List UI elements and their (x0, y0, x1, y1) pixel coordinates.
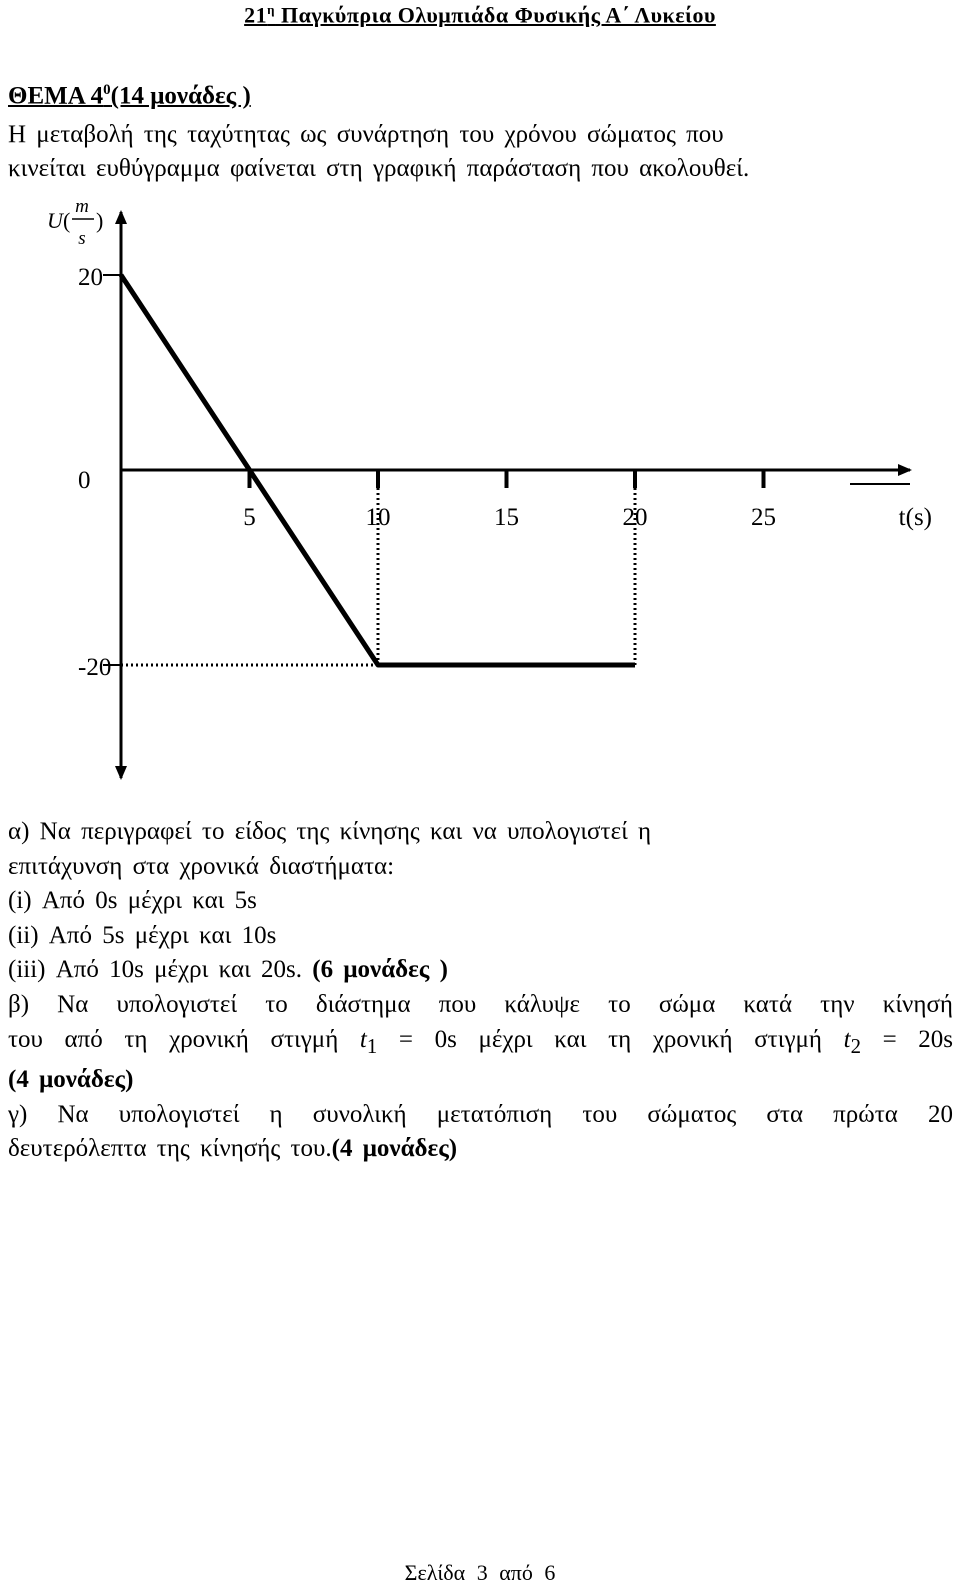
page-footer: Σελίδα 3 από 6 (404, 1560, 556, 1585)
question-c-points: (4 μονάδες) (331, 1135, 458, 1163)
question-b-mid: μέχρι και τη χρονική στιγμή (478, 1025, 822, 1053)
question-c-line-1: γ) Να υπολογιστεί η συνολική μετατόπιση του σώματος στα πρώτα 20 (8, 1100, 953, 1128)
question-b-line-2 (8, 1023, 953, 1064)
x-tick-label: 15 (494, 504, 519, 531)
ordinal-superscript: η (267, 2, 276, 17)
y-axis-symbol: U (47, 208, 63, 233)
t1-subscript: 1 (366, 1033, 378, 1058)
t2-equation: = 20s (860, 1025, 954, 1053)
intro-line-1: Η μεταβολή της ταχύτητας ως συνάρτηση του χρόνου σώματος που (8, 121, 724, 148)
problem-intro (8, 118, 953, 186)
question-a-i: (i) Από 0s μέχρι και 5s (8, 887, 257, 915)
x-tick-label: 5 (243, 504, 256, 531)
x-axis-label: t(s) (898, 504, 932, 531)
question-a-ii: (ii) Από 5s μέχρι και 10s (8, 921, 277, 949)
y-axis-paren-open: ( (63, 208, 71, 233)
velocity-time-graph (0, 188, 960, 798)
y-tick-label: 20 (78, 264, 103, 291)
x-tick-label: 10 (365, 504, 391, 531)
question-b-start: του από τη χρονική στιγμή (8, 1025, 339, 1053)
t1-symbol: t (359, 1025, 367, 1053)
t2-subscript: 2 (850, 1033, 861, 1058)
topic-label: ΘΕΜΑ 4 (8, 82, 104, 110)
t2-symbol: t (843, 1025, 851, 1053)
question-a-line-1: α) Να περιγραφεί το είδος της κίνησης και να υπολογιστεί η (8, 818, 652, 845)
competition-title: Παγκύπρια Ολυμπιάδα Φυσικής Α΄ Λυκείου (281, 2, 716, 28)
y-axis-paren-close: ) (96, 208, 104, 233)
y-axis-unit-denominator: s (78, 228, 86, 249)
competition-number: 21 (244, 2, 268, 28)
question-b-line-1: β) Να υπολογιστεί το διάστημα που κάλυψε το σώμα κατά την κίνησή (8, 990, 953, 1018)
question-a-iii: (iii) Από 10s μέχρι και 20s. (8, 956, 303, 984)
t1-formula (359, 1025, 457, 1058)
t1-equation: = 0s (377, 1025, 457, 1053)
y-axis-label (47, 196, 103, 249)
topic-points: (14 μονάδες ) (110, 82, 251, 110)
question-c-line-2-row (8, 1132, 953, 1167)
question-a-line-2: επιτάχυνση στα χρονικά διαστήματα: (8, 852, 395, 880)
topic-heading (8, 82, 251, 110)
x-tick-label: 20 (622, 504, 648, 531)
topic-superscript: 0 (103, 82, 111, 98)
x-tick-label: 25 (751, 504, 776, 531)
question-c-line-2: δευτερόλεπτα της κίνησής του. (8, 1135, 332, 1163)
question-b-points: (4 μονάδες) (8, 1066, 134, 1094)
question-a-points: (6 μονάδες ) (312, 956, 448, 984)
questions-section (8, 815, 953, 1167)
question-a-iii-line (8, 953, 953, 988)
y-tick-label: 0 (78, 467, 91, 494)
t2-formula (843, 1025, 954, 1058)
y-tick-label: -20 (78, 654, 112, 681)
y-axis-unit-numerator: m (75, 196, 89, 217)
page-header (0, 2, 960, 28)
intro-line-2: κινείται ευθύγραμμα φαίνεται στη γραφική παράσταση που ακολουθεί. (8, 155, 750, 182)
